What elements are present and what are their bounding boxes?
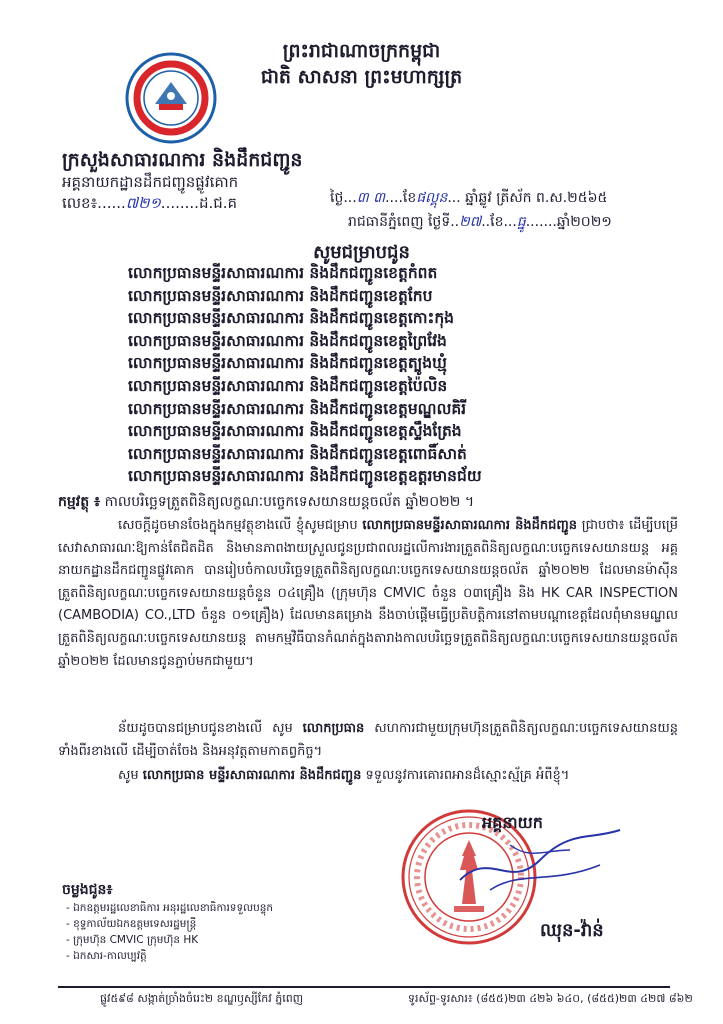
letterhead-kingdom	[0, 38, 723, 90]
lunar-date: ថ្ងៃ...៣ ៣....ខែផល្គុន... ឆ្នាំឆ្លូវ ត្រីស័ក ព.ស.២៥៦៥	[330, 190, 608, 206]
p1-text-b: ជ្រាបថា៖ ដើម្បីបម្រើសេវាសាធារណៈឱ្យកាន់តែជិតដិត និងមានភាពងាយស្រួលជូនប្រជាពលរដ្ឋលើការងារត្រួតពិនិត្យលក្ខណៈបច្ចេកទេសយានយន្ត អគ្គនាយកដ្ឋានដឹកជញ្ជូនផ្លូវគោក បានរៀបចំកាលបរិច្ឆេទត្រួតពិនិត្យលក្ខណៈបច្ចេកទេសយានយន្តចល័ត ឆ្នាំ២០២២ ដែលមានម៉ាស៊ីនត្រួតពិនិត្យលក្ខណៈបច្ចេកទេសយានយន្តចំនួន ០៤គ្រឿង (ក្រុមហ៊ុន CMVIC ចំនួន ០៣គ្រឿង និង HK CAR INSPECTION (CAMBODIA) CO.,LTD ចំនួន ០១គ្រឿង) ដែលមានគម្រោង នឹងចាប់ផ្តើមធ្វើប្រតិបត្តិការនៅតាមបណ្តាខេត្តដែលពុំមានមណ្ឌលត្រួតពិនិត្យលក្ខណៈបច្ចេកទេសយានយន្ត តាមកម្មវិធីបានកំណត់ក្នុងតារាងកាលបរិច្ឆេទត្រួតពិនិត្យលក្ខណៈបច្ចេកទេសយានយន្តចល័ត ឆ្នាំ២០២២ ដែលមានជូនភ្ជាប់មកជាមួយ។	[58, 518, 679, 669]
cc-item: - ឯកសារ-កាលប្បវត្តិ	[66, 948, 273, 964]
recipient-item: លោកប្រធានមន្ទីរសាធារណការ និងដឹកជញ្ជូនខេត្តឧត្ដរមានជ័យ	[128, 467, 482, 486]
p2-bold: លោកប្រធាន	[302, 721, 365, 736]
subject-line	[58, 492, 474, 513]
recipient-item: លោកប្រធានមន្ទីរសាធារណការ និងដឹកជញ្ជូនខេត្តស្ទឹងត្រែង	[128, 422, 462, 441]
lunar-month-label: ខែ	[402, 190, 417, 206]
lunar-day: ៣ ៣	[356, 190, 386, 206]
recipient-item: លោកប្រធានមន្ទីរសាធារណការ និងដឹកជញ្ជូនខេត្តកំពត	[128, 264, 438, 282]
footer-divider	[58, 986, 670, 988]
p3-text-b: ទទួលនូវការគោរពអានដ៏ស្មោះស្ម័គ្រ អំពីខ្ញុំ។	[365, 768, 570, 783]
ref-label: លេខ	[62, 194, 91, 212]
body-paragraph-2	[58, 718, 678, 763]
p2-text-b: សហការជាមួយក្រុមហ៊ុនត្រួតពិនិត្យលក្ខណៈបច្ចេកទេសយានយន្តទាំងពីរខាងលើ ដើម្បីចាត់ចែង និងអនុវត្តតាមកាតព្វកិច្ច។	[58, 721, 679, 759]
national-motto: ជាតិ សាសនា ព្រះមហាក្សត្រ	[260, 66, 463, 88]
solar-day: ២៧	[459, 214, 482, 230]
p1-text-a: សេចក្តីដូចមានចែងក្នុងកម្មវត្ថុខាងលើ ខ្ញុំសូមជម្រាប	[118, 518, 358, 533]
cc-list	[66, 900, 273, 964]
body-paragraph-1	[58, 515, 678, 673]
salutation: សូមជម្រាបជូន	[313, 242, 410, 263]
subject-label: កម្មវត្ថុ ៖	[58, 494, 101, 510]
cc-item: - ខុទ្ទកាល័យឯកឧត្តមទេសរដ្ឋមន្ត្រី	[66, 916, 273, 932]
recipient-item: លោកប្រធានមន្ទីរសាធារណការ និងដឹកជញ្ជូនខេត្តពោធិ៍សាត់	[128, 444, 467, 463]
p3-bold: លោកប្រធាន មន្ទីរសាធារណការ និងដឹកជញ្ជូន	[142, 768, 362, 783]
ref-number: ៧២១	[125, 194, 161, 212]
solar-date: រាជធានីភ្នំពេញ ថ្ងៃទី..២៧..ខែ...ធ្នូ.......ឆ្នាំ២០២១	[348, 214, 612, 230]
recipient-item: លោកប្រធានមន្ទីរសាធារណការ និងដឹកជញ្ជូនខេត្តកោះកុង	[128, 309, 454, 328]
solar-prefix: រាជធានីភ្នំពេញ ថ្ងៃទី	[348, 214, 451, 230]
solar-month-label: ខែ	[490, 214, 504, 230]
ministry-seal-logo-icon	[125, 52, 217, 144]
lunar-tail: ឆ្នាំឆ្លូវ ត្រីស័ក ព.ស.២៥៦៥	[465, 190, 608, 206]
subject-text: កាលបរិច្ឆេទត្រួតពិនិត្យលក្ខណៈបច្ចេកទេសយានយន្តចល័ត ឆ្នាំ២០២២ ។	[104, 494, 475, 510]
footer-phone: ទូរស័ព្ទ-ទូរសារ៖ (៨៥៥)២៣ ៤២៦ ៦៤០, (៨៥៥)២៣ ៤២៧ ៨៦២	[408, 992, 693, 1005]
solar-year: ឆ្នាំ២០២១	[556, 214, 612, 230]
ref-suffix: ដ.ជ.គ	[198, 194, 238, 212]
p2-text-a: ន័យដូចបានជម្រាបជូនខាងលើ សូម	[118, 721, 293, 736]
recipient-item: លោកប្រធានមន្ទីរសាធារណការ និងដឹកជញ្ជូនខេត្តកែប	[128, 286, 433, 305]
cc-item: - ក្រុមហ៊ុន CMVIC ក្រុមហ៊ុន HK	[66, 932, 273, 948]
signatory-name: ឈុន-វ៉ាន់	[540, 920, 604, 941]
p3-text-a: សូម	[118, 768, 139, 783]
lunar-month: ផល្គុន	[416, 190, 448, 206]
recipient-item: លោកប្រធានមន្ទីរសាធារណការ និងដឹកជញ្ជូនខេត្តមណ្ឌលគិរី	[128, 399, 467, 418]
recipient-item: លោកប្រធានមន្ទីរសាធារណការ និងដឹកជញ្ជូនខេត្តត្បូងឃ្មុំ	[128, 354, 447, 373]
kingdom-title: ព្រះរាជាណាចក្រកម្ពុជា	[282, 40, 441, 62]
solar-month: ធ្នូ	[516, 214, 526, 230]
recipient-item: លោកប្រធានមន្ទីរសាធារណការ និងដឹកជញ្ជូនខេត្តប៉ៃលិន	[128, 376, 448, 395]
p1-bold: លោកប្រធានមន្ទីរសាធារណការ និងដឹកជញ្ជូន	[362, 518, 577, 533]
ministry-name: ក្រសួងសាធារណការ និងដឹកជញ្ជូន	[62, 149, 303, 171]
lunar-prefix: ថ្ងៃ	[330, 190, 344, 206]
footer-address: ផ្លូវ៥៩៨ សង្កាត់ច្រាំងចំរេះ២ ខណ្ឌឫស្សីកែវ ភ្នំពេញ	[100, 992, 304, 1005]
cc-title: ចម្លងជូន៖	[62, 882, 113, 898]
recipient-item: លោកប្រធានមន្ទីរសាធារណការ និងដឹកជញ្ជូនខេត្តព្រៃវែង	[128, 331, 447, 350]
body-paragraph-3	[58, 765, 678, 788]
department-name: អគ្គនាយកដ្ឋានដឹកជញ្ជូនផ្លូវគោក	[62, 173, 239, 191]
reference-number: លេខ៖......៧២១........ដ.ជ.គ	[62, 194, 238, 212]
cc-item: - ឯកឧត្តមរដ្ឋលេខាធិការ អនុរដ្ឋលេខាធិការទទួលបន្ទុក	[66, 900, 273, 916]
handwritten-signature-icon	[450, 820, 630, 900]
signatory-title: អគ្គនាយក	[482, 813, 543, 832]
recipient-list	[128, 262, 688, 488]
